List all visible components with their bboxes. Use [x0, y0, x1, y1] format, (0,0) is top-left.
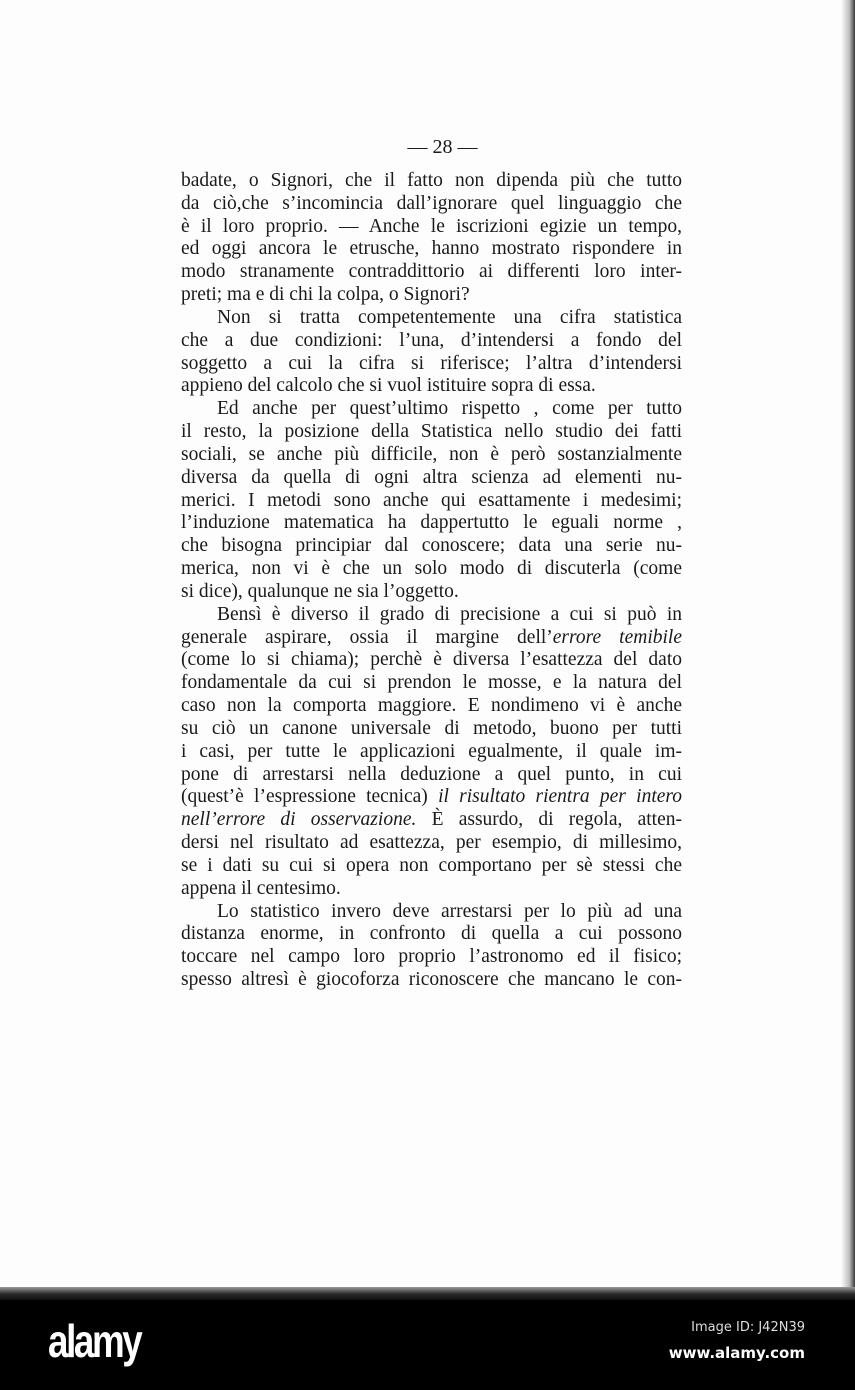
line-text: spesso altresì è giocoforza riconoscere che mancano le con-: [181, 968, 682, 990]
line-text: (quest’è l’espressione tecnica): [181, 786, 439, 808]
text-line: [181, 216, 682, 239]
line-text: merici. I metodi sono anche qui esattamente i medesimi;: [181, 489, 682, 511]
text-line: [181, 855, 682, 878]
line-text: sociali, se anche più difficile, non è però sostanzialmente: [181, 443, 682, 465]
line-text: diversa da quella di ogni altra scienza ad elementi nu-: [181, 466, 682, 488]
line-text: toccare nel campo loro proprio l’astronomo ed il fisico;: [181, 946, 682, 968]
line-text: appena il centesimo.: [181, 877, 341, 899]
line-text: su ciò un canone universale di metodo, buono per tutti: [181, 717, 682, 739]
line-text: dersi nel risultato ad esattezza, per esempio, di millesimo,: [181, 832, 682, 854]
text-line: [181, 695, 682, 718]
image-id: Image ID: J42N39: [691, 1320, 805, 1335]
line-text: che bisogna principiar dal conoscere; data una serie nu-: [181, 535, 682, 557]
text-line: [181, 398, 682, 421]
text-line: [181, 649, 682, 672]
text-line: [181, 512, 682, 535]
text-line: [181, 284, 682, 307]
text-line: [181, 672, 682, 695]
watermark-url: www.alamy.com: [668, 1344, 805, 1362]
scan-bottom-edge: [0, 1287, 855, 1301]
line-text: preti; ma e di chi la colpa, o Signori?: [181, 284, 470, 306]
text-line: [181, 444, 682, 467]
text-line: [181, 307, 682, 330]
line-text: Non si tratta competentemente una cifra statistica: [217, 306, 682, 328]
line-text: soggetto a cui la cifra si riferisce; l’altra d’intendersi: [181, 352, 682, 374]
text-line: [181, 878, 682, 901]
line-text: che a due condizioni: l’una, d’intendersi a fondo del: [181, 329, 682, 351]
text-line: [181, 604, 682, 627]
text-line: [181, 261, 682, 284]
text-line: [181, 330, 682, 353]
line-text: da ciò,che s’incomincia dall’ignorare quel linguaggio che: [181, 192, 682, 214]
line-text: Bensì è diverso il grado di precisione a cui si può in: [217, 603, 682, 625]
line-text: se i dati su cui si opera non comportano per sè stessi che: [181, 854, 682, 876]
line-text: (come lo si chiama); perchè è diversa l’esattezza del dato: [181, 649, 682, 671]
text-line: [181, 901, 682, 924]
text-line: [181, 467, 682, 490]
text-line: [181, 353, 682, 376]
line-text: Ed anche per quest’ultimo rispetto , come per tutto: [217, 398, 682, 420]
line-text: È assurdo, di regola, atten-: [416, 809, 682, 831]
alamy-logo: alamy: [48, 1315, 141, 1367]
text-line: [181, 764, 682, 787]
text-line: [181, 558, 682, 581]
line-text: generale aspirare, ossia il margine dell’: [181, 626, 553, 648]
text-line: [181, 923, 682, 946]
text-line: [181, 238, 682, 261]
text-line: [181, 832, 682, 855]
line-text: Lo statistico invero deve arrestarsi per lo più ad una: [217, 900, 682, 922]
text-line: [181, 490, 682, 513]
line-text: i casi, per tutte le applicazioni egualmente, il quale im-: [181, 740, 682, 762]
line-text: caso non la comporta maggiore. E nondimeno vi è anche: [181, 695, 682, 717]
body-text: [181, 170, 682, 992]
line-text: il resto, la posizione della Statistica nello studio dei fatti: [181, 421, 682, 443]
text-line: [181, 170, 682, 193]
line-text: ed oggi ancora le etrusche, hanno mostrato rispondere in: [181, 238, 682, 260]
italic-text: nell’errore di osservazione.: [181, 809, 417, 831]
text-line: [181, 969, 682, 992]
line-text: l’induzione matematica ha dappertutto le eguali norme ,: [181, 512, 682, 534]
text-line: [181, 375, 682, 398]
italic-text: il risultato rientra per intero: [438, 786, 683, 808]
italic-text: errore temibile: [552, 626, 682, 648]
text-line: [181, 809, 682, 832]
text-line: [181, 627, 682, 650]
text-line: [181, 535, 682, 558]
text-line: [181, 718, 682, 741]
line-text: è il loro proprio. — Anche le iscrizioni egizie un tempo,: [181, 215, 682, 237]
line-text: fondamentale da cui si prendon le mosse, e la natura del: [181, 672, 682, 694]
text-line: [181, 786, 682, 809]
line-text: pone di arrestarsi nella deduzione a quel punto, in cui: [181, 763, 682, 785]
text-line: [181, 421, 682, 444]
text-line: [181, 946, 682, 969]
line-text: si dice), qualunque ne sia l’oggetto.: [181, 580, 459, 602]
watermark-banner: [0, 1300, 855, 1390]
line-text: badate, o Signori, che il fatto non dipenda più che tutto: [181, 170, 682, 191]
line-text: appieno del calcolo che si vuol istituire sopra di essa.: [181, 375, 596, 397]
line-text: distanza enorme, in confronto di quella a cui possono: [181, 923, 682, 945]
line-text: merica, non vi è che un solo modo di discuterla (come: [181, 558, 682, 580]
text-line: [181, 581, 682, 604]
page-number: — 28 —: [407, 136, 478, 158]
text-line: [181, 193, 682, 216]
line-text: modo stranamente contraddittorio ai differenti loro inter-: [181, 261, 682, 283]
text-line: [181, 741, 682, 764]
scan-edge-shadow: [841, 0, 855, 1300]
